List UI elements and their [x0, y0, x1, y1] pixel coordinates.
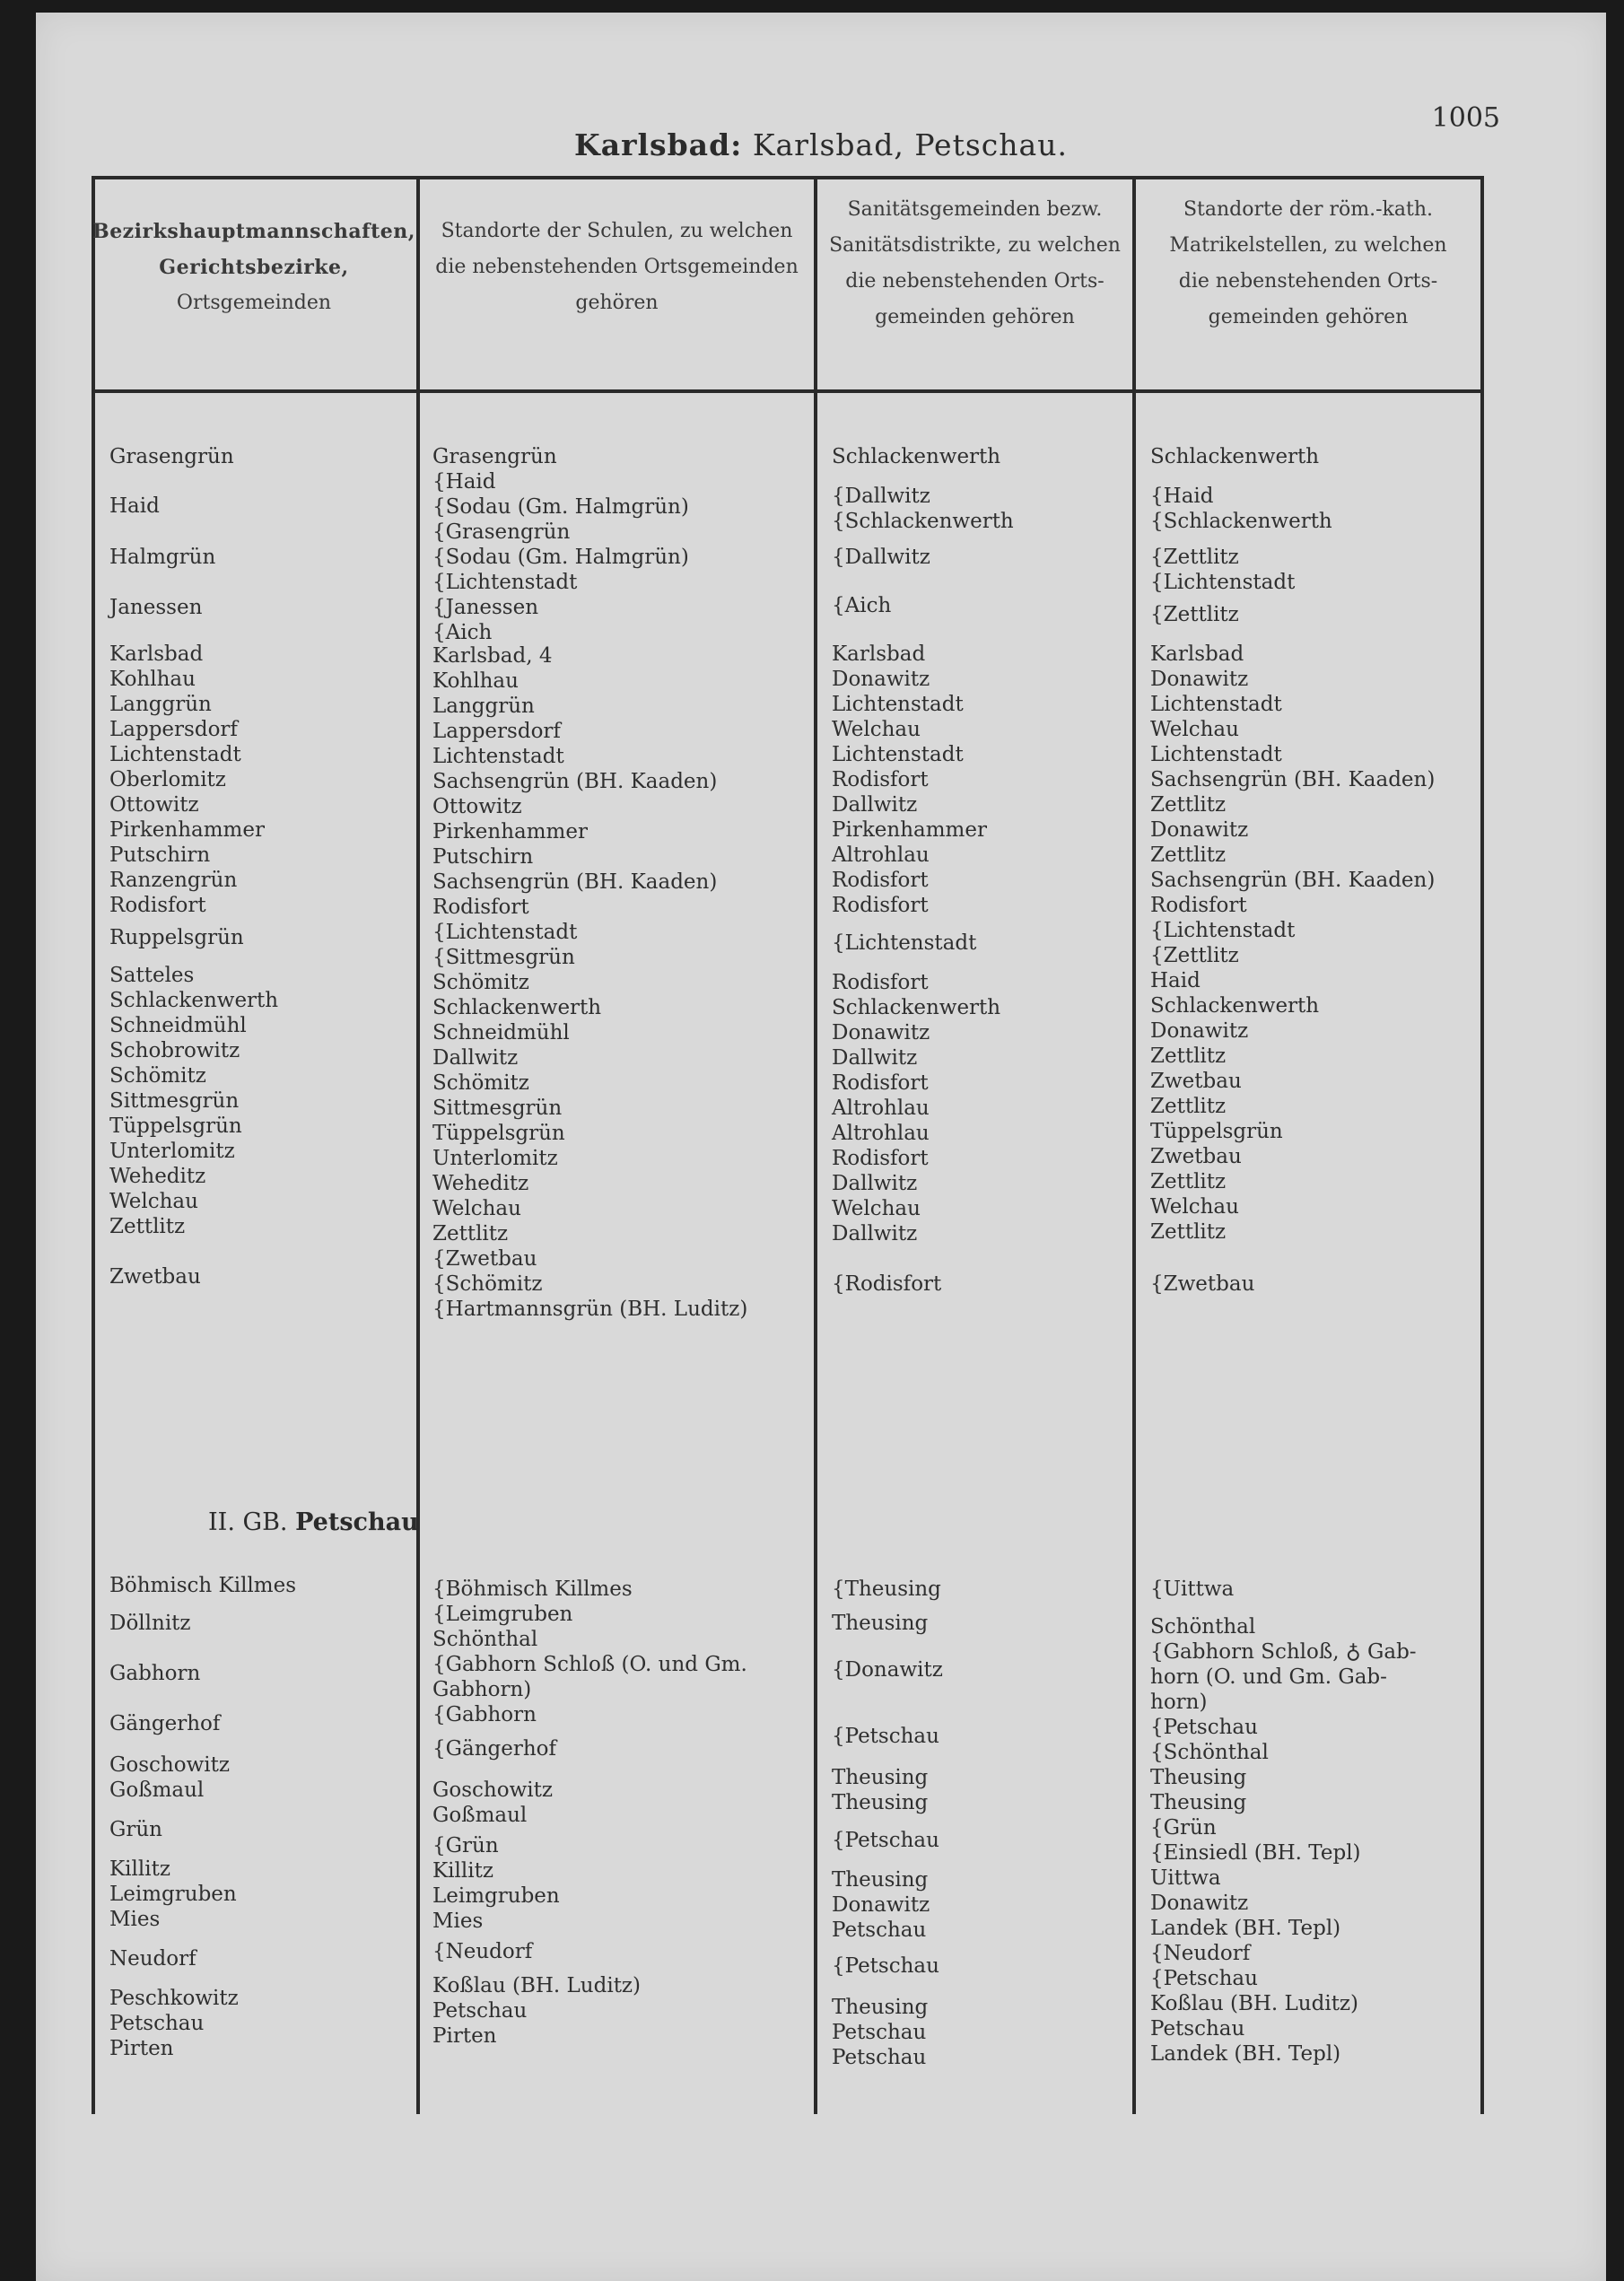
cell-col2: {Sodau (Gm. Halmgrün): [432, 495, 689, 519]
cell-col1: Welchau: [109, 1190, 198, 1213]
cell-col1: Grasengrün: [109, 445, 234, 468]
cell-col2: Tüppelsgrün: [432, 1122, 565, 1145]
cell-col1: Zwetbau: [109, 1265, 201, 1289]
cell-col3: Theusing: [832, 1766, 929, 1789]
cell-col4: Donawitz: [1150, 818, 1249, 842]
cell-col4: Theusing: [1150, 1766, 1247, 1789]
cell-col4: Zettlitz: [1150, 1095, 1227, 1118]
cell-col4: Landek (BH. Tepl): [1150, 1917, 1341, 1940]
cell-col3: Donawitz: [832, 668, 930, 691]
cell-col2: Dallwitz: [432, 1046, 519, 1070]
cell-col4: Tüppelsgrün: [1150, 1120, 1283, 1143]
cell-col1: Pirkenhammer: [109, 818, 265, 842]
cell-col3: Rodisfort: [832, 894, 929, 917]
cell-col4: Sachsengrün (BH. Kaaden): [1150, 768, 1436, 791]
col-rule-1: [416, 176, 420, 2114]
cell-col2: {Janessen: [432, 596, 539, 619]
cell-col2: Gabhorn): [432, 1678, 532, 1701]
cell-col4: Zwetbau: [1150, 1070, 1242, 1093]
cell-col2: {Schömitz: [432, 1272, 543, 1296]
cell-col3: Theusing: [832, 1996, 929, 2019]
cell-col3: Karlsbad: [832, 642, 926, 666]
header-col2: [420, 214, 814, 321]
cell-col3: {Theusing: [832, 1577, 941, 1601]
cell-col4: {Schönthal: [1150, 1741, 1269, 1764]
cell-col3: {Petschau: [832, 1954, 939, 1978]
col-rule-3: [1132, 176, 1136, 2114]
cell-col1: Ruppelsgrün: [109, 926, 244, 949]
cell-col2: Putschirn: [432, 845, 534, 869]
cell-col4: Landek (BH. Tepl): [1150, 2042, 1341, 2066]
cell-col3: Altrohlau: [832, 843, 930, 867]
cell-col3: Donawitz: [832, 1893, 930, 1917]
cell-col1: Gabhorn: [109, 1662, 201, 1685]
cell-col4: Zettlitz: [1150, 1170, 1227, 1193]
cell-col1: Böhmisch Killmes: [109, 1574, 297, 1597]
cell-col4: Zwetbau: [1150, 1145, 1242, 1168]
cell-col4: Karlsbad: [1150, 642, 1244, 666]
cell-col2: Petschau: [432, 1999, 528, 2023]
cell-col4: {Petschau: [1150, 1967, 1258, 1990]
cell-col3: Petschau: [832, 2046, 927, 2069]
cell-col1: Pirten: [109, 2037, 174, 2060]
cell-col4: Schlackenwerth: [1150, 445, 1320, 468]
table-top-rule: [92, 176, 1484, 179]
register-table: [92, 176, 1484, 2114]
cell-col1: Satteles: [109, 964, 195, 987]
cell-col2: {Grasengrün: [432, 520, 571, 544]
cell-col4: Zettlitz: [1150, 1220, 1227, 1244]
cell-col4: Donawitz: [1150, 1892, 1249, 1915]
cell-col1: Putschirn: [109, 843, 211, 867]
running-head-place: Karlsbad: [574, 127, 731, 162]
cell-col3: {Dallwitz: [832, 546, 930, 569]
cell-col1: Killitz: [109, 1857, 170, 1881]
cell-col1: Ranzengrün: [109, 869, 238, 892]
header-col2-line2: die nebenstehenden Ortsgemeinden: [435, 256, 799, 278]
cell-col2: {Böhmisch Killmes: [432, 1577, 633, 1601]
cell-col4: Theusing: [1150, 1791, 1247, 1814]
cell-col2: {Gabhorn: [432, 1703, 537, 1726]
cell-col4: Lichtenstadt: [1150, 693, 1282, 716]
cell-col3: Dallwitz: [832, 793, 918, 817]
cell-col1: Neudorf: [109, 1947, 196, 1971]
cell-col3: Theusing: [832, 1868, 929, 1892]
header-col1: [92, 214, 416, 321]
cell-col1: Döllnitz: [109, 1612, 191, 1635]
cell-col2: {Haid: [432, 470, 496, 494]
cell-col1: Peschkowitz: [109, 1987, 239, 2010]
cell-col1: Lichtenstadt: [109, 743, 241, 766]
cell-col1: Tüppelsgrün: [109, 1114, 242, 1138]
cell-col3: {Dallwitz: [832, 485, 930, 508]
cell-col4: {Zettlitz: [1150, 546, 1239, 569]
header-col1-line3: Ortsgemeinden: [176, 292, 332, 314]
header-col2-line3: gehören: [575, 292, 659, 314]
cell-col4: Welchau: [1150, 1195, 1239, 1219]
cell-col2: Sachsengrün (BH. Kaaden): [432, 770, 718, 793]
cell-col2: Schömitz: [432, 971, 529, 994]
cell-col4: Rodisfort: [1150, 894, 1247, 917]
cell-col4: {Einsiedl (BH. Tepl): [1150, 1841, 1361, 1865]
cell-col1: Ottowitz: [109, 793, 199, 817]
cell-col1: Haid: [109, 494, 160, 518]
cell-col2: {Grün: [432, 1834, 499, 1857]
cell-col3: {Schlackenwerth: [832, 510, 1014, 533]
cell-col2: {Gängerhof: [432, 1737, 557, 1761]
cell-col4: horn (O. und Gm. Gab-: [1150, 1665, 1387, 1689]
cell-col2: Koßlau (BH. Luditz): [432, 1974, 642, 1997]
cell-col3: Rodisfort: [832, 1071, 929, 1095]
cell-col1: Gängerhof: [109, 1712, 221, 1735]
cell-col3: Pirkenhammer: [832, 818, 987, 842]
cell-col2: Zettlitz: [432, 1222, 509, 1245]
cell-col3: Rodisfort: [832, 869, 929, 892]
cell-col1: Zettlitz: [109, 1215, 186, 1238]
cell-col1: Unterlomitz: [109, 1140, 235, 1163]
cell-col1: Kohlhau: [109, 668, 196, 691]
cell-col2: Pirkenhammer: [432, 820, 588, 843]
cell-col2: {Hartmannsgrün (BH. Luditz): [432, 1298, 748, 1321]
section-title-petschau: [208, 1508, 419, 1536]
cell-col1: Schlackenwerth: [109, 989, 279, 1012]
cell-col2: Ottowitz: [432, 795, 522, 818]
cell-col4: Zettlitz: [1150, 793, 1227, 817]
cell-col4: {Grün: [1150, 1816, 1217, 1840]
cell-col3: Lichtenstadt: [832, 693, 964, 716]
cell-col2: Welchau: [432, 1197, 521, 1220]
cell-col3: {Lichtenstadt: [832, 931, 977, 955]
cell-col1: Halmgrün: [109, 546, 216, 569]
cell-col1: Goschowitz: [109, 1753, 230, 1777]
cell-col3: {Rodisfort: [832, 1272, 942, 1296]
cell-col2: {Lichtenstadt: [432, 921, 578, 944]
cell-col2: Schönthal: [432, 1628, 538, 1651]
cell-col2: {Gabhorn Schloß (O. und Gm.: [432, 1653, 747, 1676]
cell-col1: Lappersdorf: [109, 718, 238, 741]
cell-col1: Schneidmühl: [109, 1014, 247, 1037]
cell-col3: Rodisfort: [832, 971, 929, 994]
header-col3: [817, 192, 1132, 336]
cell-col1: Weheditz: [109, 1165, 206, 1188]
header-col3-line4: gemeinden gehören: [875, 306, 1075, 328]
cell-col4: {Zwetbau: [1150, 1272, 1255, 1296]
cell-col4: Uittwa: [1150, 1866, 1221, 1890]
cell-col3: Theusing: [832, 1612, 929, 1635]
page-number: 1005: [1431, 102, 1500, 134]
cell-col2: Leimgruben: [432, 1884, 560, 1908]
cell-col3: {Petschau: [832, 1829, 939, 1852]
header-col2-line1: Standorte der Schulen, zu welchen: [441, 220, 793, 242]
cell-col4: Zettlitz: [1150, 843, 1227, 867]
cell-col2: Sachsengrün (BH. Kaaden): [432, 870, 718, 894]
header-col4-line1: Standorte der röm.-kath.: [1183, 198, 1433, 221]
cell-col1: Sittmesgrün: [109, 1089, 240, 1113]
cell-col2: {Lichtenstadt: [432, 571, 578, 594]
header-col3-line1: Sanitätsgemeinden bezw.: [847, 198, 1103, 221]
cell-col4: Donawitz: [1150, 1019, 1249, 1043]
cell-col2: Schömitz: [432, 1071, 529, 1095]
cell-col2: Karlsbad, 4: [432, 644, 553, 668]
cell-col4: Lichtenstadt: [1150, 743, 1282, 766]
cell-col2: {Leimgruben: [432, 1603, 573, 1626]
cell-col4: Welchau: [1150, 718, 1239, 741]
cell-col3: Dallwitz: [832, 1222, 918, 1245]
section-name: Petschau: [295, 1508, 419, 1536]
cell-col1: Oberlomitz: [109, 768, 226, 791]
cell-col3: Welchau: [832, 1197, 921, 1220]
cell-col2: Goschowitz: [432, 1778, 553, 1802]
cell-col3: {Aich: [832, 594, 892, 617]
cell-col4: Zettlitz: [1150, 1044, 1227, 1068]
header-col4-line3: die nebenstehenden Orts-: [1178, 270, 1438, 293]
cell-col3: {Donawitz: [832, 1658, 943, 1682]
cell-col2: {Aich: [432, 621, 493, 644]
cell-col3: Rodisfort: [832, 768, 929, 791]
header-bottom-rule: [92, 389, 1484, 393]
cell-col4: {Petschau: [1150, 1716, 1258, 1739]
cell-col1: Leimgruben: [109, 1883, 237, 1906]
header-col4-line2: Matrikelstellen, zu welchen: [1169, 234, 1447, 257]
cell-col3: Theusing: [832, 1791, 929, 1814]
cell-col4: {Zettlitz: [1150, 944, 1239, 967]
section-roman: II. GB.: [208, 1508, 288, 1536]
cell-col3: Petschau: [832, 2021, 927, 2044]
header-col3-line2: Sanitätsdistrikte, zu welchen: [829, 234, 1121, 257]
cell-col4: Schönthal: [1150, 1615, 1256, 1639]
cell-col2: Killitz: [432, 1859, 493, 1883]
cell-col2: Lichtenstadt: [432, 745, 564, 768]
header-col1-line2: Gerichtsbezirke,: [159, 256, 349, 279]
cell-col4: {Uittwa: [1150, 1577, 1235, 1601]
cell-col4: {Schlackenwerth: [1150, 510, 1332, 533]
cell-col3: Rodisfort: [832, 1147, 929, 1170]
cell-col1: Grün: [109, 1818, 162, 1841]
header-col1-line1: Bezirkshauptmannschaften,: [92, 220, 415, 243]
cell-col4: {Lichtenstadt: [1150, 919, 1296, 942]
cell-col2: Mies: [432, 1910, 484, 1933]
cell-col2: {Neudorf: [432, 1940, 533, 1963]
running-head: Karlsbad: Karlsbad, Petschau.: [574, 127, 1068, 162]
cell-col3: Petschau: [832, 1918, 927, 1942]
cell-col2: Langgrün: [432, 695, 535, 718]
cell-col1: Schömitz: [109, 1064, 206, 1088]
cell-col3: {Petschau: [832, 1725, 939, 1748]
cell-col2: Weheditz: [432, 1172, 529, 1195]
cell-col1: Mies: [109, 1908, 161, 1931]
cell-col2: Sittmesgrün: [432, 1097, 563, 1120]
cell-col3: Schlackenwerth: [832, 445, 1001, 468]
cell-col3: Lichtenstadt: [832, 743, 964, 766]
cell-col3: Dallwitz: [832, 1046, 918, 1070]
cell-col3: Donawitz: [832, 1021, 930, 1044]
header-col4: [1136, 192, 1480, 336]
cell-col2: Rodisfort: [432, 896, 529, 919]
cell-col1: Schobrowitz: [109, 1039, 240, 1062]
cell-col2: Grasengrün: [432, 445, 557, 468]
cell-col4: {Zettlitz: [1150, 603, 1239, 626]
header-col4-line4: gemeinden gehören: [1208, 306, 1409, 328]
header-col3-line3: die nebenstehenden Orts-: [845, 270, 1104, 293]
cell-col2: Kohlhau: [432, 669, 519, 693]
cell-col2: Lappersdorf: [432, 720, 561, 743]
cell-col3: Schlackenwerth: [832, 996, 1001, 1019]
cell-col4: {Gabhorn Schloß, ♁ Gab-: [1150, 1640, 1417, 1664]
cell-col4: {Neudorf: [1150, 1942, 1251, 1965]
cell-col2: Schlackenwerth: [432, 996, 602, 1019]
col-rule-2: [814, 176, 817, 2114]
cell-col4: Haid: [1150, 969, 1201, 992]
cell-col4: horn): [1150, 1691, 1208, 1714]
cell-col3: Welchau: [832, 718, 921, 741]
cell-col2: Goßmaul: [432, 1804, 528, 1827]
cell-col1: Karlsbad: [109, 642, 204, 666]
cell-col2: {Zwetbau: [432, 1247, 537, 1271]
cell-col1: Petschau: [109, 2012, 205, 2035]
cell-col2: Schneidmühl: [432, 1021, 570, 1044]
cell-col4: {Lichtenstadt: [1150, 571, 1296, 594]
table-left-rule: [92, 176, 95, 2114]
cell-col2: Pirten: [432, 2024, 497, 2048]
running-head-rest: Karlsbad, Petschau.: [752, 127, 1068, 162]
cell-col4: Petschau: [1150, 2017, 1245, 2041]
table-right-rule: [1480, 176, 1484, 2114]
cell-col1: Goßmaul: [109, 1778, 205, 1802]
cell-col3: Altrohlau: [832, 1122, 930, 1145]
book-page: [36, 13, 1606, 2281]
cell-col2: {Sittmesgrün: [432, 946, 575, 969]
cell-col1: Langgrün: [109, 693, 212, 716]
cell-col1: Janessen: [109, 596, 203, 619]
cell-col4: Donawitz: [1150, 668, 1249, 691]
cell-col4: Schlackenwerth: [1150, 994, 1320, 1018]
cell-col3: Altrohlau: [832, 1097, 930, 1120]
cell-col2: Unterlomitz: [432, 1147, 558, 1170]
cell-col1: Rodisfort: [109, 894, 206, 917]
cell-col3: Dallwitz: [832, 1172, 918, 1195]
cell-col4: Koßlau (BH. Luditz): [1150, 1992, 1359, 2015]
cell-col4: Sachsengrün (BH. Kaaden): [1150, 869, 1436, 892]
cell-col4: {Haid: [1150, 485, 1214, 508]
cell-col2: {Sodau (Gm. Halmgrün): [432, 546, 689, 569]
